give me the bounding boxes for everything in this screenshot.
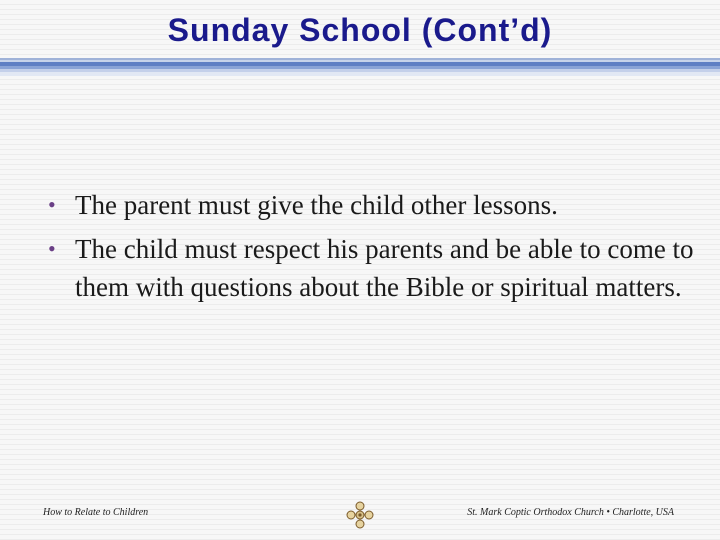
bullet-text: The parent must give the child other lessons.	[75, 190, 558, 220]
bullet-marker: •	[48, 192, 56, 217]
bullet-item	[48, 186, 698, 224]
bullet-list	[48, 186, 698, 312]
footer-church-name: St. Mark Coptic Orthodox Church • Charlotte, USA	[467, 507, 674, 518]
slide-title: Sunday School (Cont’d)	[167, 12, 553, 48]
bullet-item	[48, 230, 698, 306]
coptic-cross-icon	[346, 501, 374, 529]
footer-presentation-title: How to Relate to Children	[43, 507, 149, 518]
bullet-marker: •	[48, 236, 56, 261]
title-divider	[0, 58, 720, 76]
bullet-text: The child must respect his parents and be able to come to them with questions about the Bible or spiritual matters.	[75, 234, 694, 302]
